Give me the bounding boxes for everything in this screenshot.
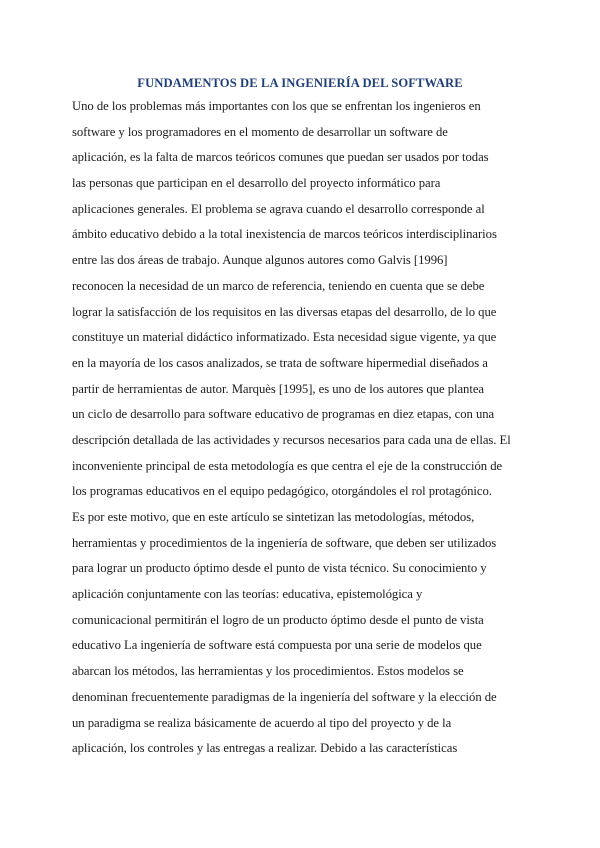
text-line: partir de herramientas de autor. Marquès [1995], es uno de los autores que plantea: [72, 381, 484, 396]
text-line: para lograr un producto óptimo desde el punto de vista técnico. Su conocimiento y: [72, 561, 487, 576]
text-line: Es por este motivo, que en este artículo se sintetizan las metodologías, métodos,: [72, 510, 475, 524]
text-line: aplicación conjuntamente con las teorías: educativa, epistemológica y: [72, 587, 423, 602]
document-title: FUNDAMENTOS DE LA INGENIERÍA DEL SOFTWARE: [137, 76, 463, 90]
text-line: un ciclo de desarrollo para software educativo de programas en diez etapas, con una: [72, 407, 495, 422]
text-line: constituye un material didáctico informatizado. Esta necesidad sigue vigente, ya que: [72, 330, 497, 345]
text-line: entre las dos áreas de trabajo. Aunque algunos autores como Galvis [1996]: [72, 253, 448, 268]
text-line: ámbito educativo debido a la total inexistencia de marcos teóricos interdisciplinarios: [72, 227, 497, 242]
text-line: Uno de los problemas más importantes con los que se enfrentan los ingenieros en: [72, 99, 481, 113]
text-line: inconveniente principal de esta metodología es que centra el eje de la construcción de: [72, 458, 503, 473]
text-line: comunicacional permitirán el logro de un producto óptimo desde el punto de vista: [72, 612, 484, 627]
text-line: aplicaciones generales. El problema se agrava cuando el desarrollo corresponde al: [72, 201, 485, 216]
text-line: las personas que participan en el desarrollo del proyecto informático para: [72, 176, 441, 191]
text-line: educativo La ingeniería de software está compuesta por una serie de modelos que: [72, 638, 482, 653]
text-line: aplicación, los controles y las entregas a realizar. Debido a las características: [72, 741, 458, 756]
text-line: denominan frecuentemente paradigmas de la ingeniería del software y la elección de: [72, 689, 497, 704]
text-line: lograr la satisfacción de los requisitos en las diversas etapas del desarrollo, de lo que: [72, 304, 497, 319]
text-line: los programas educativos en el equipo pedagógico, otorgándoles el rol protagónico.: [72, 484, 492, 499]
text-line: software y los programadores en el momento de desarrollar un software de: [72, 124, 448, 139]
text-line: abarcan los métodos, las herramientas y los procedimientos. Estos modelos se: [72, 664, 464, 679]
text-line: herramientas y procedimientos de la ingeniería de software, que deben ser utilizados: [72, 535, 497, 550]
text-line: un paradigma se realiza básicamente de acuerdo al tipo del proyecto y de la: [72, 715, 452, 730]
text-line: reconocen la necesidad de un marco de referencia, teniendo en cuenta que se debe: [72, 278, 485, 293]
text-line: descripción detallada de las actividades y recursos necesarios para cada una de ellas. El: [72, 432, 511, 447]
text-line: en la mayoría de los casos analizados, se trata de software hipermedial diseñados a: [72, 355, 488, 370]
text-line: aplicación, es la falta de marcos teóricos comunes que puedan ser usados por todas: [72, 150, 489, 165]
body-paragraph: [72, 95, 532, 763]
